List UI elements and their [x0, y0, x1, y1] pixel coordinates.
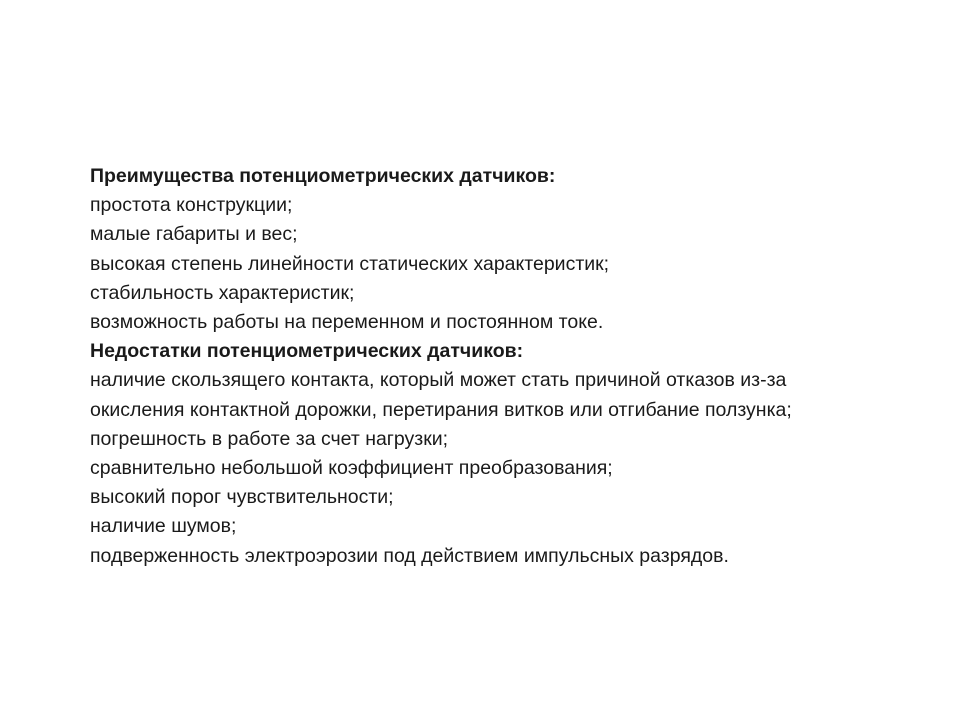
disadvantages-item: высокий порог чувствительности; — [90, 486, 394, 509]
advantages-item: высокая степень линейности статических характеристик; — [90, 252, 610, 275]
advantages-item: стабильность характеристик; — [90, 281, 355, 304]
disadvantages-item: окисления контактной дорожки, перетирания витков или отгибание ползунка; — [90, 398, 792, 421]
disadvantages-item: погрешность в работе за счет нагрузки; — [90, 427, 449, 450]
disadvantages-item: сравнительно небольшой коэффициент преобразования; — [90, 457, 613, 480]
disadvantages-item: наличие шумов; — [90, 515, 237, 538]
disadvantages-heading: Недостатки потенциометрических датчиков: — [90, 340, 524, 363]
slide-text-body — [90, 162, 930, 571]
advantages-item: простота конструкции; — [90, 194, 293, 217]
disadvantages-item: наличие скользящего контакта, который может стать причиной отказов из-за — [90, 369, 787, 392]
advantages-item: малые габариты и вес; — [90, 223, 298, 246]
disadvantages-item: подверженность электроэрозии под действием импульсных разрядов. — [90, 544, 729, 567]
advantages-heading: Преимущества потенциометрических датчиков: — [90, 165, 556, 187]
advantages-item: возможность работы на переменном и постоянном токе. — [90, 311, 604, 334]
